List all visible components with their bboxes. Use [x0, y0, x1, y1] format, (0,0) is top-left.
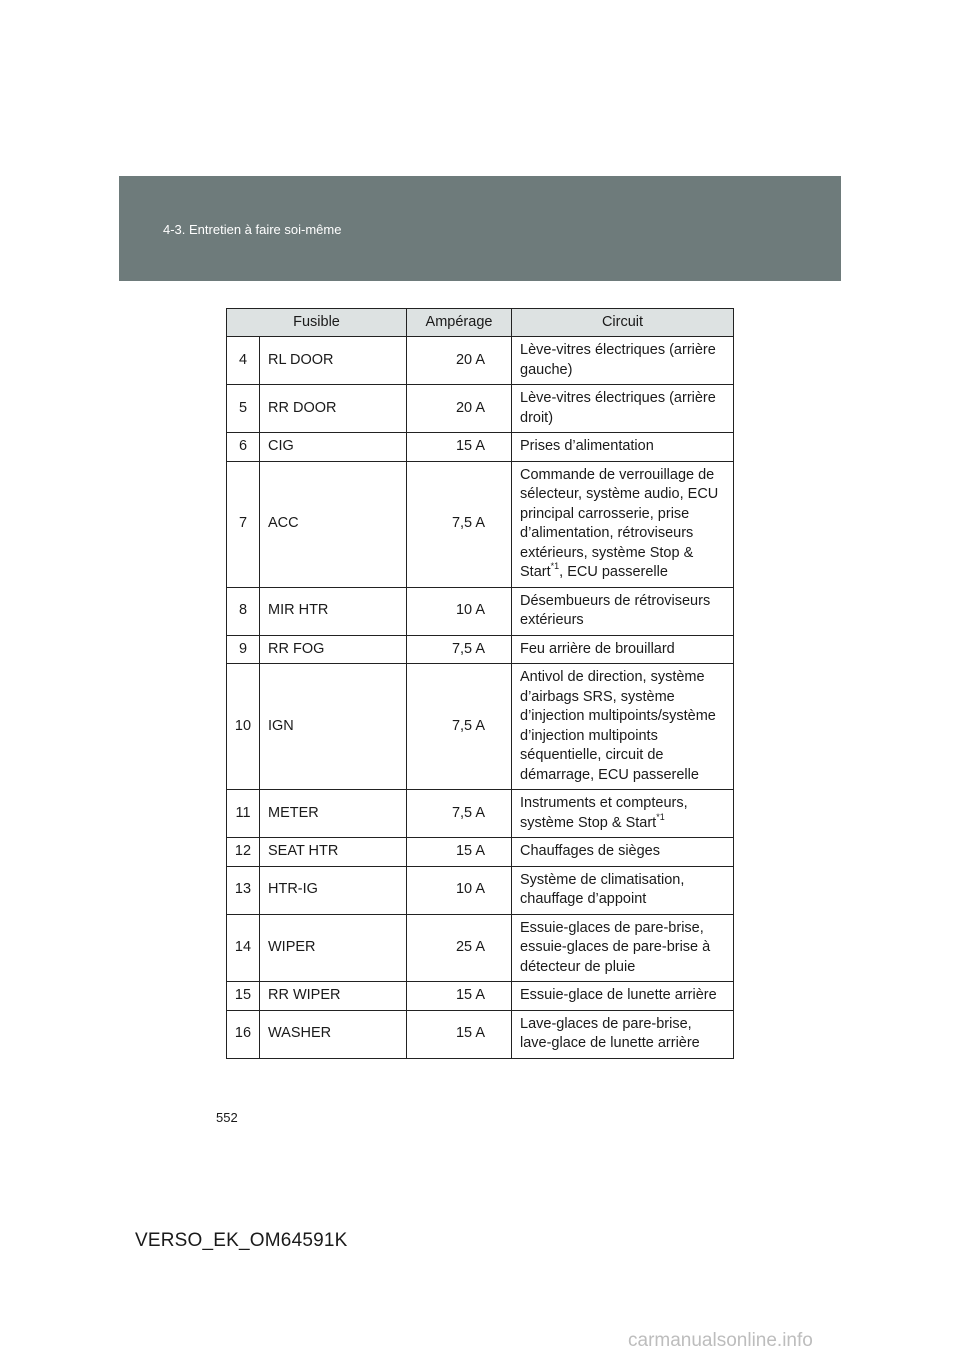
fuse-amperage: 15 A [407, 433, 512, 462]
fuse-amperage: 15 A [407, 838, 512, 867]
fuse-table-body [227, 337, 734, 1059]
fuse-amperage: 7,5 A [407, 790, 512, 838]
section-title: 4-3. Entretien à faire soi-même [163, 222, 342, 237]
fuse-amperage: 20 A [407, 337, 512, 385]
fuse-amperage: 15 A [407, 982, 512, 1011]
fuse-name: RR DOOR [260, 385, 407, 433]
circuit-text: Système de climatisation, chauffage d’appoint [520, 871, 685, 907]
fuse-name: METER [260, 790, 407, 838]
fuse-circuit [512, 461, 734, 587]
table-row [227, 982, 734, 1011]
fuse-number: 14 [227, 914, 260, 982]
fuse-number: 12 [227, 838, 260, 867]
fuse-circuit [512, 385, 734, 433]
fuse-name: IGN [260, 664, 407, 790]
circuit-text: Lève-vitres électriques (arrière gauche) [520, 342, 716, 378]
table-row [227, 433, 734, 462]
fuse-amperage: 7,5 A [407, 461, 512, 587]
fuse-amperage: 15 A [407, 1010, 512, 1058]
fuse-amperage: 7,5 A [407, 664, 512, 790]
fuse-number: 4 [227, 337, 260, 385]
circuit-text: Prises d’alimentation [520, 438, 654, 454]
fuse-number: 5 [227, 385, 260, 433]
column-header-fuse: Fusible [227, 309, 407, 337]
column-header-amperage: Ampérage [407, 309, 512, 337]
fuse-name: RL DOOR [260, 337, 407, 385]
fuse-amperage: 7,5 A [407, 635, 512, 664]
table-row [227, 461, 734, 587]
document-code: VERSO_EK_OM64591K [135, 1230, 348, 1251]
fuse-name: RR WIPER [260, 982, 407, 1011]
fuse-name: MIR HTR [260, 587, 407, 635]
fuse-number: 6 [227, 433, 260, 462]
footnote-marker: *1 [656, 811, 665, 822]
fuse-number: 8 [227, 587, 260, 635]
table-row [227, 790, 734, 838]
fuse-name: ACC [260, 461, 407, 587]
fuse-name: CIG [260, 433, 407, 462]
circuit-text: Feu arrière de brouillard [520, 640, 675, 657]
circuit-text: Commande de verrouillage de sélecteur, système audio, ECU principal carrosserie, prise d’alimentation, rétroviseurs extérieurs, système Stop & Start [520, 466, 719, 580]
fuse-amperage: 20 A [407, 385, 512, 433]
table-header-row [227, 309, 734, 337]
circuit-text: Lave-glaces de pare-brise, lave-glace de lunette arrière [520, 1015, 700, 1051]
column-header-circuit: Circuit [512, 309, 734, 337]
table-row [227, 838, 734, 867]
footnote-marker: *1 [550, 561, 560, 572]
fuse-number: 11 [227, 790, 260, 838]
fuse-number: 10 [227, 664, 260, 790]
circuit-text: Désembueurs de rétroviseurs extérieurs [520, 592, 711, 628]
fuse-circuit [512, 664, 734, 790]
fuse-circuit [512, 866, 734, 914]
fuse-number: 16 [227, 1010, 260, 1058]
fuse-circuit [512, 337, 734, 385]
table-row [227, 635, 734, 664]
fuse-circuit [512, 914, 734, 982]
fuse-circuit [512, 982, 734, 1011]
table-row [227, 385, 734, 433]
fuse-name: WASHER [260, 1010, 407, 1058]
fuse-number: 9 [227, 635, 260, 664]
fuse-circuit [512, 433, 734, 462]
fuse-number: 13 [227, 866, 260, 914]
circuit-text: Essuie-glace de lunette arrière [520, 987, 717, 1003]
section-header-band [119, 176, 841, 281]
circuit-text: Essuie-glaces de pare-brise, essuie-glaces de pare-brise à détecteur de pluie [520, 919, 711, 975]
table-row [227, 866, 734, 914]
fuse-circuit [512, 1010, 734, 1058]
fuse-circuit [512, 635, 734, 664]
circuit-text: Instruments et compteurs, système Stop & Start [520, 795, 688, 831]
fuse-table [226, 308, 734, 1059]
circuit-text: Chauffages de sièges [520, 843, 661, 859]
fuse-name: RR FOG [260, 635, 407, 664]
fuse-circuit [512, 838, 734, 867]
table-row [227, 664, 734, 790]
circuit-text: Lève-vitres électriques (arrière droit) [520, 390, 716, 426]
fuse-circuit [512, 790, 734, 838]
circuit-text-continued: , ECU passerelle [559, 564, 668, 580]
fuse-amperage: 10 A [407, 587, 512, 635]
table-row [227, 587, 734, 635]
fuse-number: 15 [227, 982, 260, 1011]
fuse-amperage: 10 A [407, 866, 512, 914]
page-number: 552 [216, 1110, 238, 1125]
circuit-text: Antivol de direction, système d’airbags SRS, système d’injection multipoints/système d’injection multipoints séquentielle, circuit de démarrage, ECU passerelle [520, 669, 716, 783]
fuse-name: SEAT HTR [260, 838, 407, 867]
fuse-amperage: 25 A [407, 914, 512, 982]
fuse-name: HTR-IG [260, 866, 407, 914]
table-row [227, 1010, 734, 1058]
fuse-circuit [512, 587, 734, 635]
fuse-name: WIPER [260, 914, 407, 982]
fuse-number: 7 [227, 461, 260, 587]
table-row [227, 337, 734, 385]
watermark: carmanualsonline.info [628, 1330, 813, 1351]
table-row [227, 914, 734, 982]
